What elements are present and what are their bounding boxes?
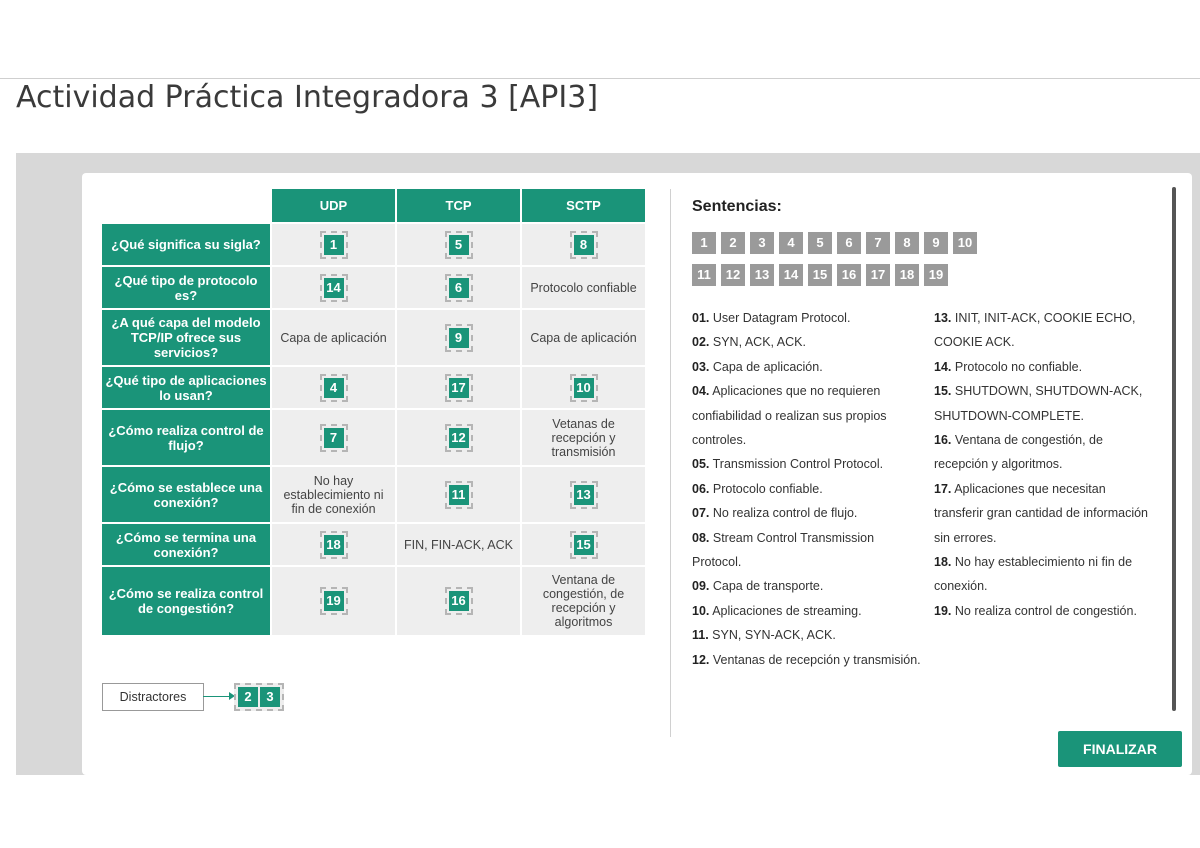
sentence-item xyxy=(692,330,922,354)
table-row xyxy=(102,524,645,565)
answer-dropzone[interactable] xyxy=(522,467,645,522)
answer-text: FIN, FIN-ACK, ACK xyxy=(403,537,514,552)
sentence-number: 08. xyxy=(692,530,710,545)
sentence-item xyxy=(934,428,1154,477)
sentence-chip[interactable]: 2 xyxy=(721,232,745,254)
answer-dropzone[interactable] xyxy=(272,267,395,308)
question-cell: ¿Cómo se termina una conexión? xyxy=(102,524,270,565)
answer-dropzone[interactable] xyxy=(397,367,520,408)
sentence-number: 04. xyxy=(692,384,710,399)
answer-dropzone[interactable] xyxy=(397,267,520,308)
sentence-item xyxy=(934,306,1154,355)
answer-token[interactable]: 4 xyxy=(324,378,344,398)
sentence-item xyxy=(692,355,922,379)
answer-text-cell xyxy=(522,267,645,308)
answer-token-slot[interactable] xyxy=(320,231,348,259)
table-row xyxy=(102,267,645,308)
sentence-number: 16. xyxy=(934,433,952,448)
sentence-text: INIT, INIT-ACK, COOKIE ECHO, COOKIE ACK. xyxy=(934,311,1136,350)
table-row xyxy=(102,410,645,465)
sentence-number: 07. xyxy=(692,506,710,521)
sentence-item xyxy=(692,306,922,330)
answer-token-slot[interactable] xyxy=(445,324,473,352)
answer-text: Capa de aplicación xyxy=(530,330,637,345)
answer-token[interactable]: 9 xyxy=(449,328,469,348)
answer-dropzone[interactable] xyxy=(397,310,520,365)
sentence-chip[interactable]: 5 xyxy=(808,232,832,254)
sentence-number: 10. xyxy=(692,603,710,618)
sentence-number: 01. xyxy=(692,311,710,325)
distractors-dropzone[interactable] xyxy=(234,683,284,711)
table-row xyxy=(102,224,645,265)
sentence-chips-row-1 xyxy=(692,232,992,254)
sentence-chip[interactable]: 10 xyxy=(953,232,977,254)
sentence-item xyxy=(692,501,922,525)
answer-token-slot[interactable] xyxy=(320,531,348,559)
sentence-text: Protocolo confiable. xyxy=(712,481,823,496)
sentence-chip[interactable]: 4 xyxy=(779,232,803,254)
answer-token[interactable]: 19 xyxy=(324,591,344,611)
answer-token[interactable]: 5 xyxy=(449,235,469,255)
sentence-number: 09. xyxy=(692,579,710,594)
answer-token-slot[interactable] xyxy=(570,481,598,509)
table-row xyxy=(102,567,645,635)
sentence-item xyxy=(692,477,922,501)
sentence-item xyxy=(692,452,922,476)
answer-text: Protocolo confiable xyxy=(530,280,637,295)
scrollbar[interactable] xyxy=(1172,187,1176,711)
sentences-column-1 xyxy=(692,306,922,672)
column-header-sctp: SCTP xyxy=(522,189,645,222)
answer-text: No hay establecimiento ni fin de conexión xyxy=(283,473,384,516)
answer-token[interactable]: 13 xyxy=(574,485,594,505)
question-cell: ¿Cómo se realiza control de congestión? xyxy=(102,567,270,635)
answer-dropzone[interactable] xyxy=(272,367,395,408)
sentence-item xyxy=(934,550,1154,599)
sentence-chip[interactable]: 1 xyxy=(692,232,716,254)
sentence-text: Transmission Control Protocol. xyxy=(712,457,884,472)
sentence-item xyxy=(934,355,1154,379)
answer-token-slot[interactable] xyxy=(445,231,473,259)
answer-token-slot[interactable] xyxy=(320,587,348,615)
sentence-number: 13. xyxy=(934,311,952,325)
answer-token[interactable]: 15 xyxy=(574,535,594,555)
answer-dropzone[interactable] xyxy=(397,224,520,265)
sentence-item xyxy=(692,599,922,623)
sentence-text: Capa de aplicación. xyxy=(712,359,823,374)
answer-token[interactable]: 1 xyxy=(324,235,344,255)
sentence-number: 12. xyxy=(692,652,710,667)
panel-divider xyxy=(670,189,671,737)
question-cell: ¿Qué tipo de aplicaciones lo usan? xyxy=(102,367,270,408)
sentence-text: No realiza control de flujo. xyxy=(712,506,858,521)
distractor-token[interactable]: 3 xyxy=(260,687,280,707)
table-corner xyxy=(102,189,270,222)
sentence-number: 15. xyxy=(934,384,952,399)
answer-token-slot[interactable] xyxy=(445,274,473,302)
table-row xyxy=(102,467,645,522)
distractors-button[interactable]: Distractores xyxy=(102,683,204,711)
answer-token[interactable]: 8 xyxy=(574,235,594,255)
answer-token-slot[interactable] xyxy=(570,231,598,259)
sentence-chip[interactable]: 8 xyxy=(895,232,919,254)
answer-token[interactable]: 7 xyxy=(324,428,344,448)
sentence-chip[interactable]: 12 xyxy=(721,264,745,286)
question-cell: ¿Qué significa su sigla? xyxy=(102,224,270,265)
answer-dropzone[interactable] xyxy=(397,467,520,522)
answer-token-slot[interactable] xyxy=(320,374,348,402)
sentence-item xyxy=(692,526,922,575)
answer-text-cell xyxy=(272,467,395,522)
sentence-number: 03. xyxy=(692,359,710,374)
answer-dropzone[interactable] xyxy=(272,524,395,565)
sentence-number: 11. xyxy=(692,628,709,643)
activity-card xyxy=(82,173,1192,775)
answer-token-slot[interactable] xyxy=(320,274,348,302)
sentence-chip[interactable]: 3 xyxy=(750,232,774,254)
answer-token[interactable]: 18 xyxy=(324,535,344,555)
sentence-text: Ventana de congestión, de recepción y algoritmos. xyxy=(934,433,1103,472)
answer-dropzone[interactable] xyxy=(522,524,645,565)
sentence-number: 17. xyxy=(934,481,952,496)
sentence-chip[interactable]: 11 xyxy=(692,264,716,286)
sentence-chip[interactable]: 15 xyxy=(808,264,832,286)
sentence-text: SYN, SYN-ACK, ACK. xyxy=(712,628,836,643)
answer-dropzone[interactable] xyxy=(272,410,395,465)
answer-token-slot[interactable] xyxy=(570,374,598,402)
table-header-row xyxy=(102,189,645,222)
question-cell: ¿Cómo se establece una conexión? xyxy=(102,467,270,522)
sentence-number: 14. xyxy=(934,359,952,374)
answer-dropzone[interactable] xyxy=(397,410,520,465)
answer-token[interactable]: 11 xyxy=(449,485,469,505)
finalize-button[interactable]: FINALIZAR xyxy=(1058,731,1182,767)
sentence-item xyxy=(934,379,1154,428)
sentence-number: 06. xyxy=(692,481,710,496)
sentence-number: 18. xyxy=(934,555,952,570)
column-header-tcp: TCP xyxy=(397,189,520,222)
question-cell: ¿Cómo realiza control de flujo? xyxy=(102,410,270,465)
table-row xyxy=(102,367,645,408)
page-title: Actividad Práctica Integradora 3 [API3] xyxy=(16,80,599,115)
sentence-chip[interactable]: 19 xyxy=(924,264,948,286)
sentences-title: Sentencias: xyxy=(692,198,782,215)
sentence-item xyxy=(934,477,1154,550)
sentence-number: 19. xyxy=(934,603,952,618)
answer-text-cell xyxy=(397,524,520,565)
sentence-chip[interactable]: 18 xyxy=(895,264,919,286)
answer-text: Ventana de congestión, de recepción y algoritmos xyxy=(542,573,625,629)
sentence-chip[interactable]: 13 xyxy=(750,264,774,286)
sentence-text: SHUTDOWN, SHUTDOWN-ACK, SHUTDOWN-COMPLETE. xyxy=(934,384,1143,423)
sentence-text: No realiza control de congestión. xyxy=(954,603,1137,618)
answer-token[interactable]: 10 xyxy=(574,378,594,398)
answer-token-slot[interactable] xyxy=(445,374,473,402)
answer-dropzone[interactable] xyxy=(522,224,645,265)
sentence-text: User Datagram Protocol. xyxy=(712,311,851,325)
table-body xyxy=(102,224,645,635)
answer-text: Capa de aplicación xyxy=(280,330,387,345)
answer-token[interactable]: 16 xyxy=(449,591,469,611)
answer-token-slot[interactable] xyxy=(445,424,473,452)
answer-text-cell xyxy=(272,310,395,365)
answer-token-slot[interactable] xyxy=(320,424,348,452)
sentence-item xyxy=(692,623,922,647)
answer-token-slot[interactable] xyxy=(445,481,473,509)
matching-table xyxy=(100,187,647,637)
sentence-item xyxy=(692,574,922,598)
sentence-chip[interactable]: 9 xyxy=(924,232,948,254)
sentence-text: Aplicaciones que necesitan transferir gran cantidad de información sin errores. xyxy=(934,481,1149,545)
sentence-chip[interactable]: 7 xyxy=(866,232,890,254)
column-header-udp: UDP xyxy=(272,189,395,222)
sentence-text: Stream Control Transmission Protocol. xyxy=(692,530,875,570)
question-cell: ¿Qué tipo de protocolo es? xyxy=(102,267,270,308)
sentence-text: Aplicaciones de streaming. xyxy=(712,603,862,618)
sentence-item xyxy=(692,379,922,452)
answer-token[interactable]: 12 xyxy=(449,428,469,448)
sentence-text: No hay establecimiento ni fin de conexión. xyxy=(934,555,1133,594)
answer-text-cell xyxy=(522,410,645,465)
sentence-chip[interactable]: 17 xyxy=(866,264,890,286)
answer-token[interactable]: 14 xyxy=(324,278,344,298)
table-row xyxy=(102,310,645,365)
sentence-text: Capa de transporte. xyxy=(712,579,824,594)
answer-text-cell xyxy=(522,567,645,635)
answer-text-cell xyxy=(522,310,645,365)
answer-token-slot[interactable] xyxy=(445,587,473,615)
answer-text: Vetanas de recepción y transmisión xyxy=(551,416,616,459)
activity-stage xyxy=(16,153,1200,775)
sentence-item xyxy=(934,599,1154,623)
sentence-text: Protocolo no confiable. xyxy=(954,359,1083,374)
distractor-token[interactable]: 2 xyxy=(238,687,258,707)
answer-dropzone[interactable] xyxy=(522,367,645,408)
answer-token-slot[interactable] xyxy=(570,531,598,559)
sentence-text: SYN, ACK, ACK. xyxy=(712,335,806,350)
sentence-item xyxy=(692,648,922,672)
sentence-chips-row-2 xyxy=(692,264,992,286)
sentence-chip[interactable]: 14 xyxy=(779,264,803,286)
sentence-text: Aplicaciones que no requieren confiabilidad o realizan sus propios controles. xyxy=(692,384,887,448)
top-divider xyxy=(0,78,1200,79)
answer-dropzone[interactable] xyxy=(272,224,395,265)
sentences-column-2 xyxy=(934,306,1154,623)
answer-token[interactable]: 17 xyxy=(449,378,469,398)
sentence-number: 05. xyxy=(692,457,710,472)
question-cell: ¿A qué capa del modelo TCP/IP ofrece sus servicios? xyxy=(102,310,270,365)
answer-dropzone[interactable] xyxy=(272,567,395,635)
sentence-text: Ventanas de recepción y transmisión. xyxy=(712,652,921,667)
answer-dropzone[interactable] xyxy=(397,567,520,635)
sentence-chip[interactable]: 16 xyxy=(837,264,861,286)
sentence-chip[interactable]: 6 xyxy=(837,232,861,254)
answer-token[interactable]: 6 xyxy=(449,278,469,298)
sentence-number: 02. xyxy=(692,335,710,350)
